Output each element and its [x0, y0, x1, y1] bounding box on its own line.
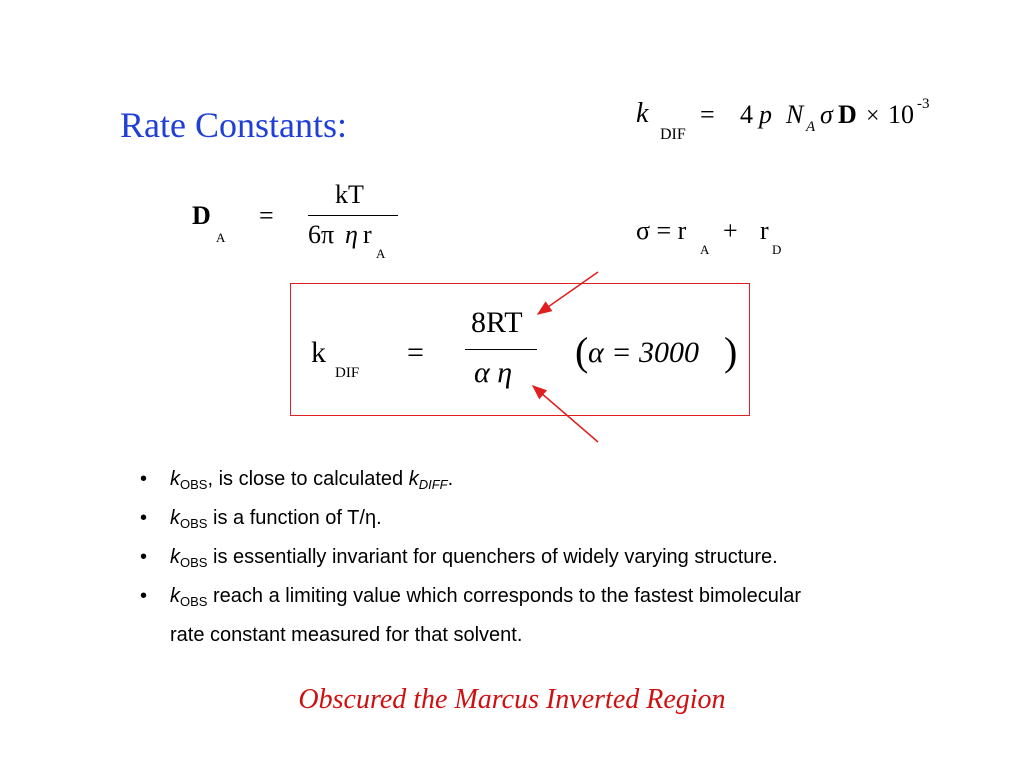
bullet-sub: OBS — [180, 555, 208, 570]
bullet-item — [140, 503, 1010, 542]
box-numerator: 8RT — [471, 306, 523, 339]
slide-title: Rate Constants: — [120, 105, 347, 145]
eq-DA-eta: η — [345, 220, 358, 249]
eq-times: × — [866, 103, 880, 129]
eq-sigma-sub-d: D — [772, 242, 782, 257]
box-equals: = — [407, 336, 424, 369]
bullet-sub: OBS — [180, 594, 208, 609]
bullet-k: k — [170, 507, 180, 529]
box-k: k — [311, 336, 326, 369]
eq-ten: 10 — [888, 100, 914, 129]
bullet-k: k — [170, 585, 180, 607]
bullet-k: k — [170, 546, 180, 568]
bullet-sub: OBS — [180, 516, 208, 531]
eq-sigma-r: r — [760, 216, 769, 245]
bullet-sub: OBS — [180, 477, 208, 492]
bullet-item — [140, 542, 1010, 581]
bullet-sub2: DIFF — [418, 477, 448, 492]
eq-N: N — [786, 100, 804, 129]
eq-sigma-sub-a: A — [700, 242, 710, 257]
box-k-sub: DIF — [335, 365, 360, 381]
eq-DA-6pi: 6π — [308, 220, 335, 249]
eq-k: k — [636, 98, 649, 129]
eq-DA-den-sub: A — [376, 246, 386, 261]
eq-exp: -3 — [917, 96, 930, 112]
bullet-glyph: • — [140, 507, 148, 529]
box-alpha-expr: α = 3000 — [588, 336, 699, 369]
eq-p: p — [759, 100, 772, 129]
eq-sigma: σ — [820, 100, 833, 129]
arrow-to-denominator — [533, 386, 598, 442]
bullet-text: reach a limiting value which corresponds to the fastest bimolecular — [207, 585, 802, 607]
bullet-glyph: • — [140, 546, 148, 568]
bullet-text: is essentially invariant for quenchers of widely varying structure. — [207, 546, 778, 568]
bullet-k2: k — [408, 468, 419, 490]
eq-equals: = — [700, 100, 715, 129]
eq-DA-sub: A — [216, 230, 226, 245]
eq-DA-equals: = — [259, 201, 274, 230]
eq-sigma-plus: + — [723, 216, 738, 245]
bullet-text: , is close to calculated — [207, 468, 409, 490]
box-paren-open: ( — [575, 329, 589, 374]
eq-k-sub: DIF — [660, 126, 686, 143]
box-denominator: α η — [474, 356, 513, 389]
bullet-text: is a function of T/η. — [207, 507, 382, 529]
bullet-text: rate constant measured for that solvent. — [170, 624, 523, 646]
box-paren-close: ) — [724, 329, 738, 374]
bullet-item — [140, 464, 1010, 503]
eq-sigma-lhs: σ = r — [636, 216, 687, 245]
bullet-glyph: • — [140, 468, 148, 490]
bullet-k: k — [170, 468, 180, 490]
eq-DA-D: D — [192, 201, 211, 230]
bullet-glyph: • — [140, 585, 148, 607]
bullet-item — [140, 581, 1010, 620]
eq-DA-numerator: kT — [335, 180, 364, 209]
footer-caption: Obscured the Marcus Inverted Region — [298, 684, 726, 715]
eq-D: D — [838, 100, 857, 129]
arrow-to-numerator — [538, 272, 598, 314]
bullet-continuation — [140, 620, 1010, 659]
eq-N-sub: A — [806, 119, 816, 135]
eq-four: 4 — [740, 100, 753, 129]
bullet-tail: . — [447, 468, 454, 490]
eq-DA-r: r — [363, 220, 372, 249]
bullet-list — [140, 464, 1010, 659]
